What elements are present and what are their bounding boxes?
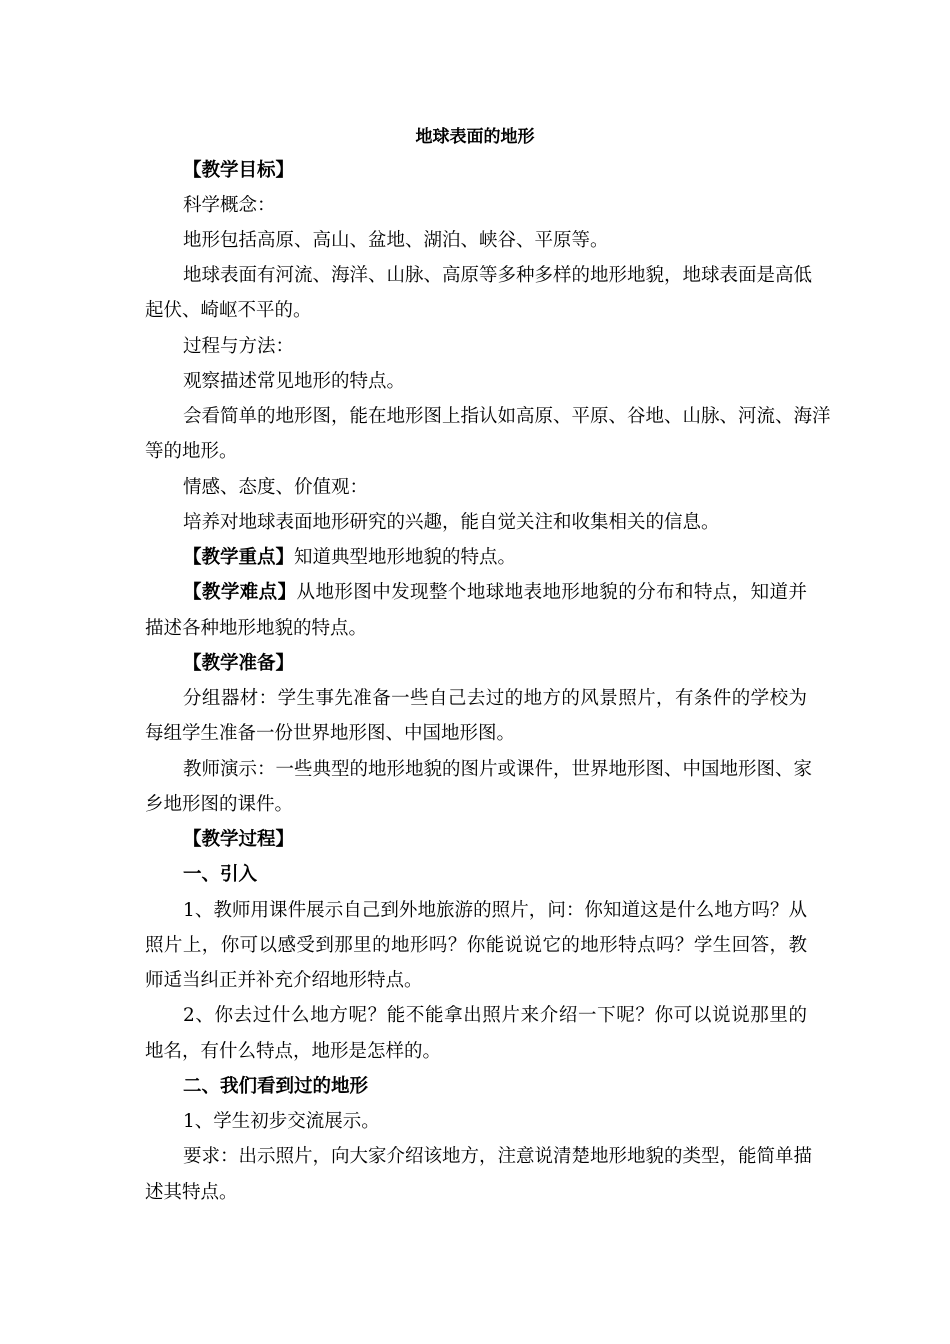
attitude-paragraph-1: 培养对地球表面地形研究的兴趣，能自觉关注和收集相关的信息。 (183, 512, 720, 533)
difficulty-line-2: 描述各种地形地貌的特点。 (145, 618, 368, 639)
process-paragraph-2-line-2: 等的地形。 (145, 441, 238, 462)
part-2-item-2-line-2: 述其特点。 (145, 1182, 238, 1203)
concept-paragraph-2-line-2: 起伏、崎岖不平的。 (145, 300, 312, 321)
concept-paragraph-1: 地形包括高原、高山、盆地、湖泊、峡谷、平原等。 (183, 230, 609, 251)
difficulty-label: 【教学难点】 (183, 582, 297, 603)
part-1-item-2-line-1: 2、你去过什么地方呢？能不能拿出照片来介绍一下呢？你可以说说那里的 (183, 1005, 807, 1026)
preparation-1-line-2: 每组学生准备一份世界地形图、中国地形图。 (145, 723, 516, 744)
key-point-label: 【教学重点】 (183, 547, 295, 568)
preparation-2-line-2: 乡地形图的课件。 (145, 794, 294, 815)
heading-teaching-goals: 【教学目标】 (183, 160, 295, 181)
heading-preparation: 【教学准备】 (183, 653, 295, 674)
key-point-text: 知道典型地形地貌的特点。 (294, 547, 517, 568)
document-title: 地球表面的地形 (415, 127, 535, 147)
concept-paragraph-2-line-1: 地球表面有河流、海洋、山脉、高原等多种多样的地形地貌，地球表面是高低 (183, 265, 813, 286)
part-1-item-1-line-3: 师适当纠正并补充介绍地形特点。 (145, 970, 423, 991)
part-1-heading: 一、引入 (183, 864, 258, 885)
part-1-item-1-line-1: 1、教师用课件展示自己到外地旅游的照片，问：你知道这是什么地方吗？从 (183, 900, 807, 921)
preparation-1-line-1: 分组器材：学生事先准备一些自己去过的地方的风景照片，有条件的学校为 (183, 688, 807, 709)
part-2-item-2-line-1: 要求：出示照片，向大家介绍该地方，注意说清楚地形地貌的类型，能简单描 (183, 1146, 813, 1167)
process-paragraph-1: 观察描述常见地形的特点。 (183, 371, 406, 392)
key-point-line (183, 549, 516, 568)
preparation-2-line-1: 教师演示：一些典型的地形地貌的图片或课件，世界地形图、中国地形图、家 (183, 759, 813, 780)
heading-teaching-process: 【教学过程】 (183, 829, 295, 850)
concept-label: 科学概念： (183, 195, 276, 216)
difficulty-text-1: 从地形图中发现整个地球地表地形地貌的分布和特点，知道并 (296, 582, 807, 603)
process-label: 过程与方法： (183, 336, 295, 357)
part-2-item-1: 1、学生初步交流展示。 (183, 1111, 380, 1132)
difficulty-line-1 (183, 584, 807, 603)
part-1-item-2-line-2: 地名，有什么特点，地形是怎样的。 (145, 1041, 442, 1062)
part-1-item-1-line-2: 照片上，你可以感受到那里的地形吗？你能说说它的地形特点吗？学生回答，教 (145, 935, 807, 956)
process-paragraph-2-line-1: 会看简单的地形图，能在地形图上指认如高原、平原、谷地、山脉、河流、海洋 (183, 406, 831, 427)
part-2-heading: 二、我们看到过的地形 (183, 1076, 369, 1097)
attitude-label: 情感、态度、价值观： (183, 477, 369, 498)
